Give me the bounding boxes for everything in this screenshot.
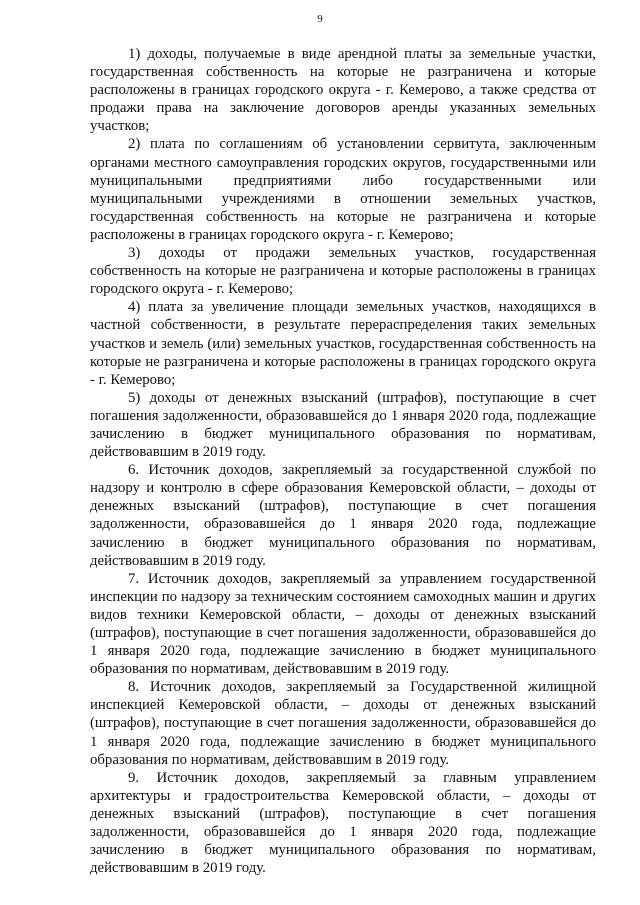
- document-body: [90, 45, 596, 877]
- paragraph-item-4: 4) плата за увеличение площади земельных участков, находящихся в частной собственности, в результате перераспределения таких земельных участков и земель (или) земельных участков, государственная собственность на которые не разграничена и которые расположены в границах городского округа - г. Кемерово;: [90, 299, 596, 388]
- paragraph-item-3: 3) доходы от продажи земельных участков, государственная собственность на которые не разграничена и которые расположены в границах городского округа - г. Кемерово;: [90, 245, 596, 298]
- paragraph-item-1: 1) доходы, получаемые в виде арендной платы за земельные участки, государственная собственность на которые не разграничена и которые расположены в границах городского округа - г. Кемерово, а также средства от продажи права на заключение договоров аренды указанных земельных участков;: [90, 46, 596, 135]
- page-number: 9: [317, 13, 323, 25]
- paragraph-section-7: 7. Источник доходов, закрепляемый за управлением государственной инспекции по надзору за техническим состоянием самоходных машин и других видов техники Кемеровской области, – доходы от денежных взысканий (штрафов), поступающие в счет погашения задолженности, образовавшейся до 1 января 2020 года, подлежащие зачислению в бюджет муниципального образования по нормативам, действовавшим в 2019 году.: [90, 570, 596, 678]
- paragraph-item-5: 5) доходы от денежных взысканий (штрафов), поступающие в счет погашения задолженности, образовавшейся до 1 января 2020 года, подлежащие зачислению в бюджет муниципального образования по нормативам, действовавшим в 2019 году.: [90, 389, 596, 461]
- paragraph-item-2: 2) плата по соглашениям об установлении сервитута, заключенным органами местного самоуправления городских округов, государственными или муниципальными предприятиями либо государственными или муниципальными учреждениями в отношении земельных участков, государственная собственность на которые не разграничена и которые расположены в границах городского округа - г. Кемерово;: [90, 136, 596, 243]
- paragraph-section-8: 8. Источник доходов, закрепляемый за Государственной жилищной инспекцией Кемеровской области, – доходы от денежных взысканий (штрафов), поступающие в счет погашения задолженности, образовавшейся до 1 января 2020 года, подлежащие зачислению в бюджет муниципального образования по нормативам, действовавшим в 2019 году.: [90, 679, 596, 768]
- paragraph-section-9: 9. Источник доходов, закрепляемый за главным управлением архитектуры и градостроительства Кемеровской области, – доходы от денежных взысканий (штрафов), поступающие в счет погашения задолженности, образовавшейся до 1 января 2020 года, подлежащие зачислению в бюджет муниципального образования по нормативам, действовавшим в 2019 году.: [90, 769, 596, 877]
- paragraph-section-6: 6. Источник доходов, закрепляемый за государственной службой по надзору и контролю в сфере образования Кемеровской области, – доходы от денежных взысканий (штрафов), поступающие в счет погашения задолженности, образовавшейся до 1 января 2020 года, подлежащие зачислению в бюджет муниципального образования по нормативам, действовавшим в 2019 году.: [90, 462, 596, 569]
